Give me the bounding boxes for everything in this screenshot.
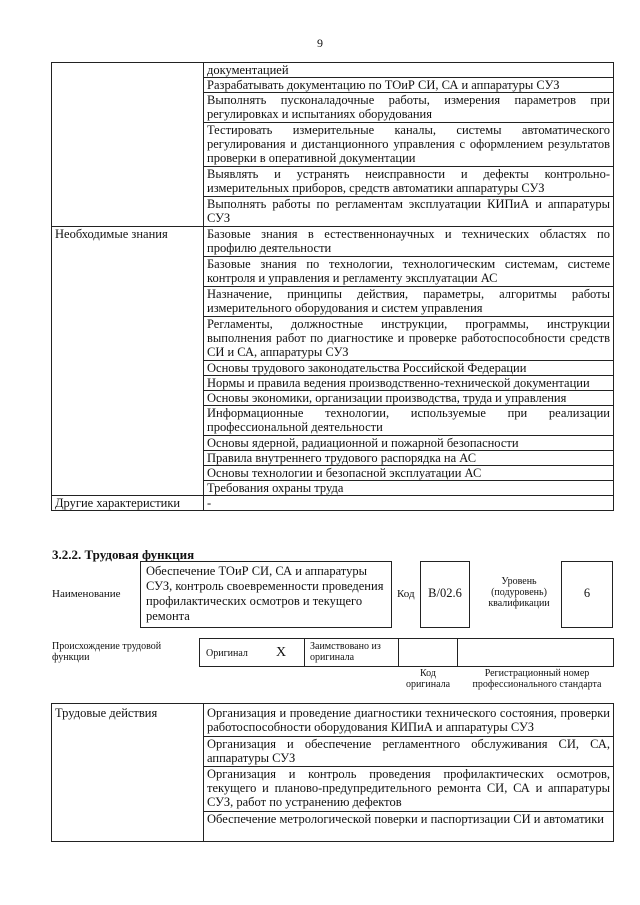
table-cell: Основы экономики, организации производства, труда и управления (204, 391, 614, 406)
original-label: Оригинал (206, 648, 248, 659)
skills-knowledge-table (51, 62, 614, 511)
table-cell: документацией (204, 63, 614, 78)
table-cell: Базовые знания по технологии, технологическим системам, системе контроля и управления и регламенту эксплуатации АС (204, 257, 614, 287)
original-mark: X (276, 645, 287, 660)
reg-number-caption: Регистрационный номер профессионального стандарта (472, 668, 602, 690)
table-cell: Основы трудового законодательства Российской Федерации (204, 361, 614, 376)
table-cell: - (204, 496, 614, 511)
name-label: Наименование (52, 588, 121, 600)
page-number: 9 (317, 36, 323, 50)
table-cell: Выполнять работы по регламентам эксплуатации КИПиА и аппаратуры СУЗ (204, 197, 614, 227)
row-label-actions: Трудовые действия (52, 704, 204, 842)
origin-row (199, 638, 614, 667)
level-value: 6 (583, 586, 591, 600)
row-label-other: Другие характеристики (52, 496, 204, 511)
row-label-skills (52, 63, 204, 227)
function-name: Обеспечение ТОиР СИ, СА и аппаратуры СУЗ, контроль своевременности проведения профилактических осмотров и текущего ремонта (146, 564, 384, 623)
labor-actions-table (51, 703, 614, 842)
table-cell: Обеспечение метрологической поверки и паспортизации СИ и автоматики (204, 812, 614, 842)
divider (304, 639, 305, 666)
origin-label: Происхождение трудовой функции (52, 641, 162, 663)
divider (398, 639, 399, 666)
table-cell: Основы технологии и безопасной эксплуатации АС (204, 466, 614, 481)
table-cell: Регламенты, должностные инструкции, программы, инструкции выполнения работ по диагностике и проверке работоспособности средств СИ и СА, аппаратуры СУЗ (204, 317, 614, 361)
table-cell: Нормы и правила ведения производственно-технической документации (204, 376, 614, 391)
table-cell: Организация и обеспечение регламентного обслуживания СИ, СА, аппаратуры СУЗ (204, 737, 614, 767)
table-cell: Тестировать измерительные каналы, системы автоматического регулирования и дистанционного управления с оформлением результатов проверки в оперативной документации (204, 123, 614, 167)
table-cell: Разрабатывать документацию по ТОиР СИ, СА и аппаратуры СУЗ (204, 78, 614, 93)
divider (457, 639, 458, 666)
level-label: Уровень (подуровень) квалификации (488, 576, 550, 609)
table-cell: Назначение, принципы действия, параметры, алгоритмы работы измерительного оборудования и систем управления (204, 287, 614, 317)
table-cell: Основы ядерной, радиационной и пожарной безопасности (204, 436, 614, 451)
borrowed-label: Заимствовано из оригинала (310, 641, 381, 663)
level-box (561, 561, 613, 628)
table-cell: Правила внутреннего трудового распорядка на АС (204, 451, 614, 466)
code-original-caption: Код оригинала (405, 668, 451, 690)
function-name-box (140, 561, 392, 628)
table-cell: Организация и контроль проведения профилактических осмотров, текущего и планово-предупредительного ремонта СИ, СА и аппаратуры СУЗ, работ по устранению дефектов (204, 767, 614, 812)
code-box (420, 561, 470, 628)
code-label: Код (397, 588, 415, 600)
table-cell: Выявлять и устранять неисправности и дефекты контрольно-измерительных приборов, средств автоматики аппаратуры СУЗ (204, 167, 614, 197)
table-cell: Базовые знания в естественнонаучных и технических областях по профилю деятельности (204, 227, 614, 257)
table-cell: Информационные технологии, используемые при реализации профессиональной деятельности (204, 406, 614, 436)
section-heading: 3.2.2. Трудовая функция (52, 547, 195, 562)
table-cell: Организация и проведение диагностики технического состояния, проверки работоспособности оборудования КИПиА и аппаратуры СУЗ (204, 704, 614, 737)
function-code: B/02.6 (428, 586, 462, 600)
table-cell: Требования охраны труда (204, 481, 614, 496)
row-label-knowledge: Необходимые знания (52, 227, 204, 496)
table-cell: Выполнять пусконаладочные работы, измерения параметров при регулировках и испытаниях оборудования (204, 93, 614, 123)
